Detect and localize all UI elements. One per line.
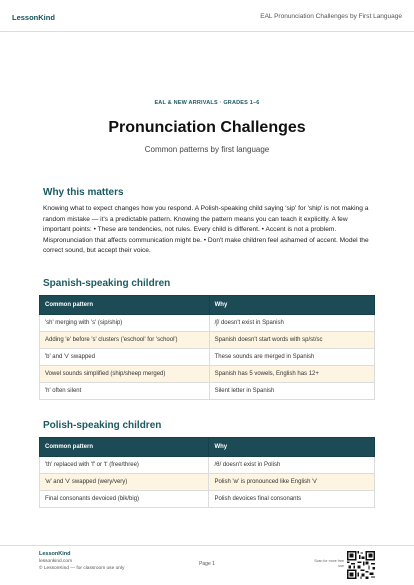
why-heading: Why this matters (43, 187, 124, 198)
table-row (40, 349, 375, 366)
polish-table (39, 437, 375, 508)
spanish-table (39, 295, 375, 400)
pattern-cell: 'sh' merging with 's' (sip/ship) (40, 315, 210, 332)
table-row (40, 315, 375, 332)
footer-brand: LessonKind (39, 551, 71, 557)
pattern-cell: Final consonants devoiced (bik/big) (40, 491, 209, 508)
reason-cell: Spanish has 5 vowels, English has 12+ (209, 366, 374, 383)
column-header: Why (209, 438, 375, 457)
column-header: Why (209, 296, 374, 315)
page-header (0, 0, 414, 32)
brand-logo[interactable]: LessonKind (12, 13, 55, 22)
qr-code-icon[interactable] (347, 551, 375, 579)
qr-caption: Scan for more free use (314, 559, 344, 568)
reason-cell: Polish 'w' is pronounced like English 'v' (209, 474, 375, 491)
polish-heading: Polish-speaking children (43, 420, 162, 431)
pattern-cell: 'h' often silent (40, 383, 210, 400)
pattern-cell: Vowel sounds simplified (ship/sheep merged) (40, 366, 210, 383)
reason-cell: Spanish doesn't start words with sp/st/sc (209, 332, 374, 349)
footer-site-link[interactable]: lessonkind.com (39, 559, 73, 564)
table-row (40, 457, 375, 474)
why-paragraph: Knowing what to expect changes how you respond. A Polish-speaking child saying 'sip' for 'ship' is not making a random mistake — it's a predictable pattern. Knowing the pattern means you can teach it explicitly. A few important points: • These are tendencies, not rules. Every child is different. • Accent is not a problem. Mispronunciation that affects communication might be. • Don't make children feel ashamed of accent. Model the correct sound, but accept their voice. (43, 205, 369, 255)
table-row (40, 474, 375, 491)
column-header: Common pattern (40, 438, 209, 457)
table-row (40, 332, 375, 349)
table-header-row (40, 296, 375, 315)
pattern-cell: 'w' and 'v' swapped (wery/very) (40, 474, 209, 491)
reason-cell: /ʃ/ doesn't exist in Spanish (209, 315, 374, 332)
page-subtitle: Common patterns by first language (144, 145, 270, 154)
spanish-heading: Spanish-speaking children (43, 278, 171, 289)
table-header-row (40, 438, 375, 457)
reason-cell: Polish devoices final consonants (209, 491, 375, 508)
column-header: Common pattern (40, 296, 210, 315)
table-row (40, 366, 375, 383)
pattern-cell: 'th' replaced with 'f' or 't' (free/three) (40, 457, 209, 474)
eyebrow-label: EAL & NEW ARRIVALS · GRADES 1–6 (154, 100, 260, 106)
page-number: Page 1 (199, 561, 215, 567)
reason-cell: Silent letter in Spanish (209, 383, 374, 400)
page-footer (0, 545, 414, 585)
table-row (40, 383, 375, 400)
reason-cell: These sounds are merged in Spanish (209, 349, 374, 366)
reason-cell: /θ/ doesn't exist in Polish (209, 457, 375, 474)
document-title: EAL Pronunciation Challenges by First Language (260, 13, 402, 20)
table-row (40, 491, 375, 508)
pattern-cell: Adding 'e' before 's' clusters ('eschool' for 'school') (40, 332, 210, 349)
footer-copyright: © LessonKind — for classroom use only (39, 566, 125, 571)
page-title: Pronunciation Challenges (108, 119, 306, 136)
pattern-cell: 'b' and 'v' swapped (40, 349, 210, 366)
